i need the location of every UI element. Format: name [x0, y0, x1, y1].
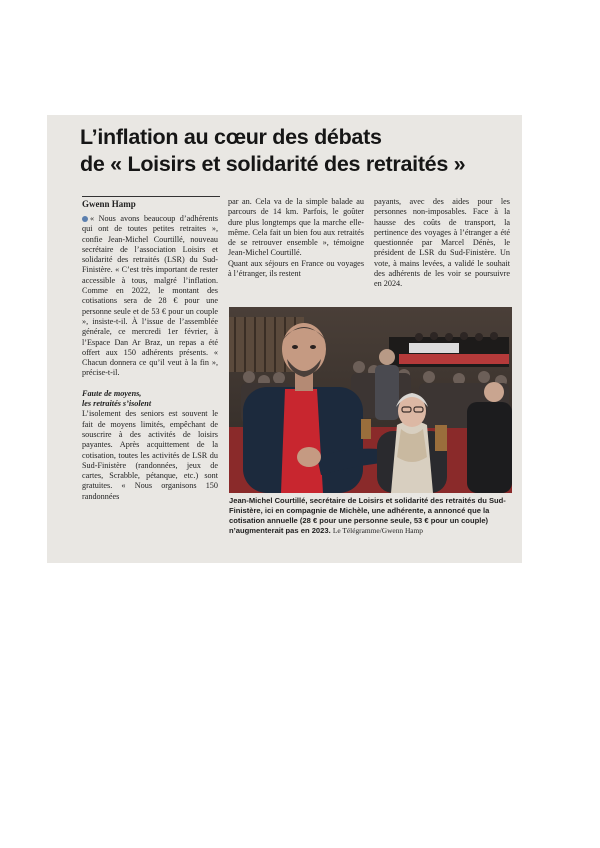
paragraph-text: par an. Cela va de la simple balade au parcours de 14 km. Parfois, le goûter dure plus longtemps que la marche elle-même. Cela fait un bien fou aux retraités de se retrouver ensemble », témoigne Jean-Michel Courtillé. — [228, 197, 364, 258]
paragraph — [82, 214, 218, 379]
article-column-1 — [82, 214, 218, 502]
subheading-line-2: les retraités s’isolent — [82, 399, 152, 409]
paragraph-text: « Nous avons beaucoup d’adhérents qui ont de toutes petites retraites », confie Jean-Michel Courtillé, nouveau secrétaire de l’association Loisirs et solidarité des retraités (LSR) du Sud-Finistère. « C’est très important de rester accessible à tous, malgré l’inflation. Comme en 2022, le montant des cotisations sera de 28 € pour une personne seule et de 53 € pour un couple », insiste-t-il. À l’issue de l’assemblée générale, ce mercredi 1er février, à l’Espace Dan Ar Braz, un repas a été offert aux 150 adhérents présents. « Chacun donnera ce qu’il veut à la fin », précise-t-il. — [82, 214, 218, 378]
article-column-3 — [374, 197, 510, 290]
caption-text: Jean-Michel Courtillé, secrétaire de Loisirs et solidarité des retraités du Sud-Finistère, ici en compagnie de Michèle, une adhérente, a annoncé que la cotisation annuelle (28 € pour une personne seule, 53 € pour un couple) n’augmenterait pas en 2023. — [229, 496, 506, 535]
photo-caption — [229, 496, 511, 536]
headline-line-2: de « Loisirs et solidarité des retraités » — [80, 152, 466, 176]
paragraph-text: L’isolement des seniors est souvent le fait de moyens limités, empêchant de souscrire à des activités de loisirs payantes. Après acquittement de la cotisation, toutes les activités de LSR du Sud-Finistère (randonnées, jeux de cartes, Scrabble, pétanque, etc.) sont gratuites. « Nous organisons 150 randonnées — [82, 409, 218, 501]
subheading — [82, 389, 218, 410]
photo-illustration — [229, 307, 512, 493]
bullet-dot-icon — [82, 216, 88, 222]
article-headline — [80, 124, 510, 178]
byline: Gwenn Hamp — [82, 199, 136, 209]
byline-rule — [82, 196, 220, 197]
photo-credit: Le Télégramme/Gwenn Hamp — [332, 526, 424, 535]
paragraph-text: Quant aux séjours en France ou voyages à l’étranger, ils restent — [228, 258, 364, 279]
article-column-2 — [228, 197, 364, 279]
article-photo — [229, 307, 512, 493]
subheading-line-1: Faute de moyens, — [82, 388, 142, 398]
headline-line-1: L’inflation au cœur des débats — [80, 125, 382, 149]
paragraph-text: payants, avec des aides pour les personnes non-imposables. Face à la hausse des coûts de transport, la pertinence des voyages à l’étranger a été questionnée par Marcel Dénès, le président de LSR du Sud-Finistère. Un vote, à mains levées, a validé le souhait des adhérents de les voir se poursuivre en 2024. — [374, 197, 510, 289]
